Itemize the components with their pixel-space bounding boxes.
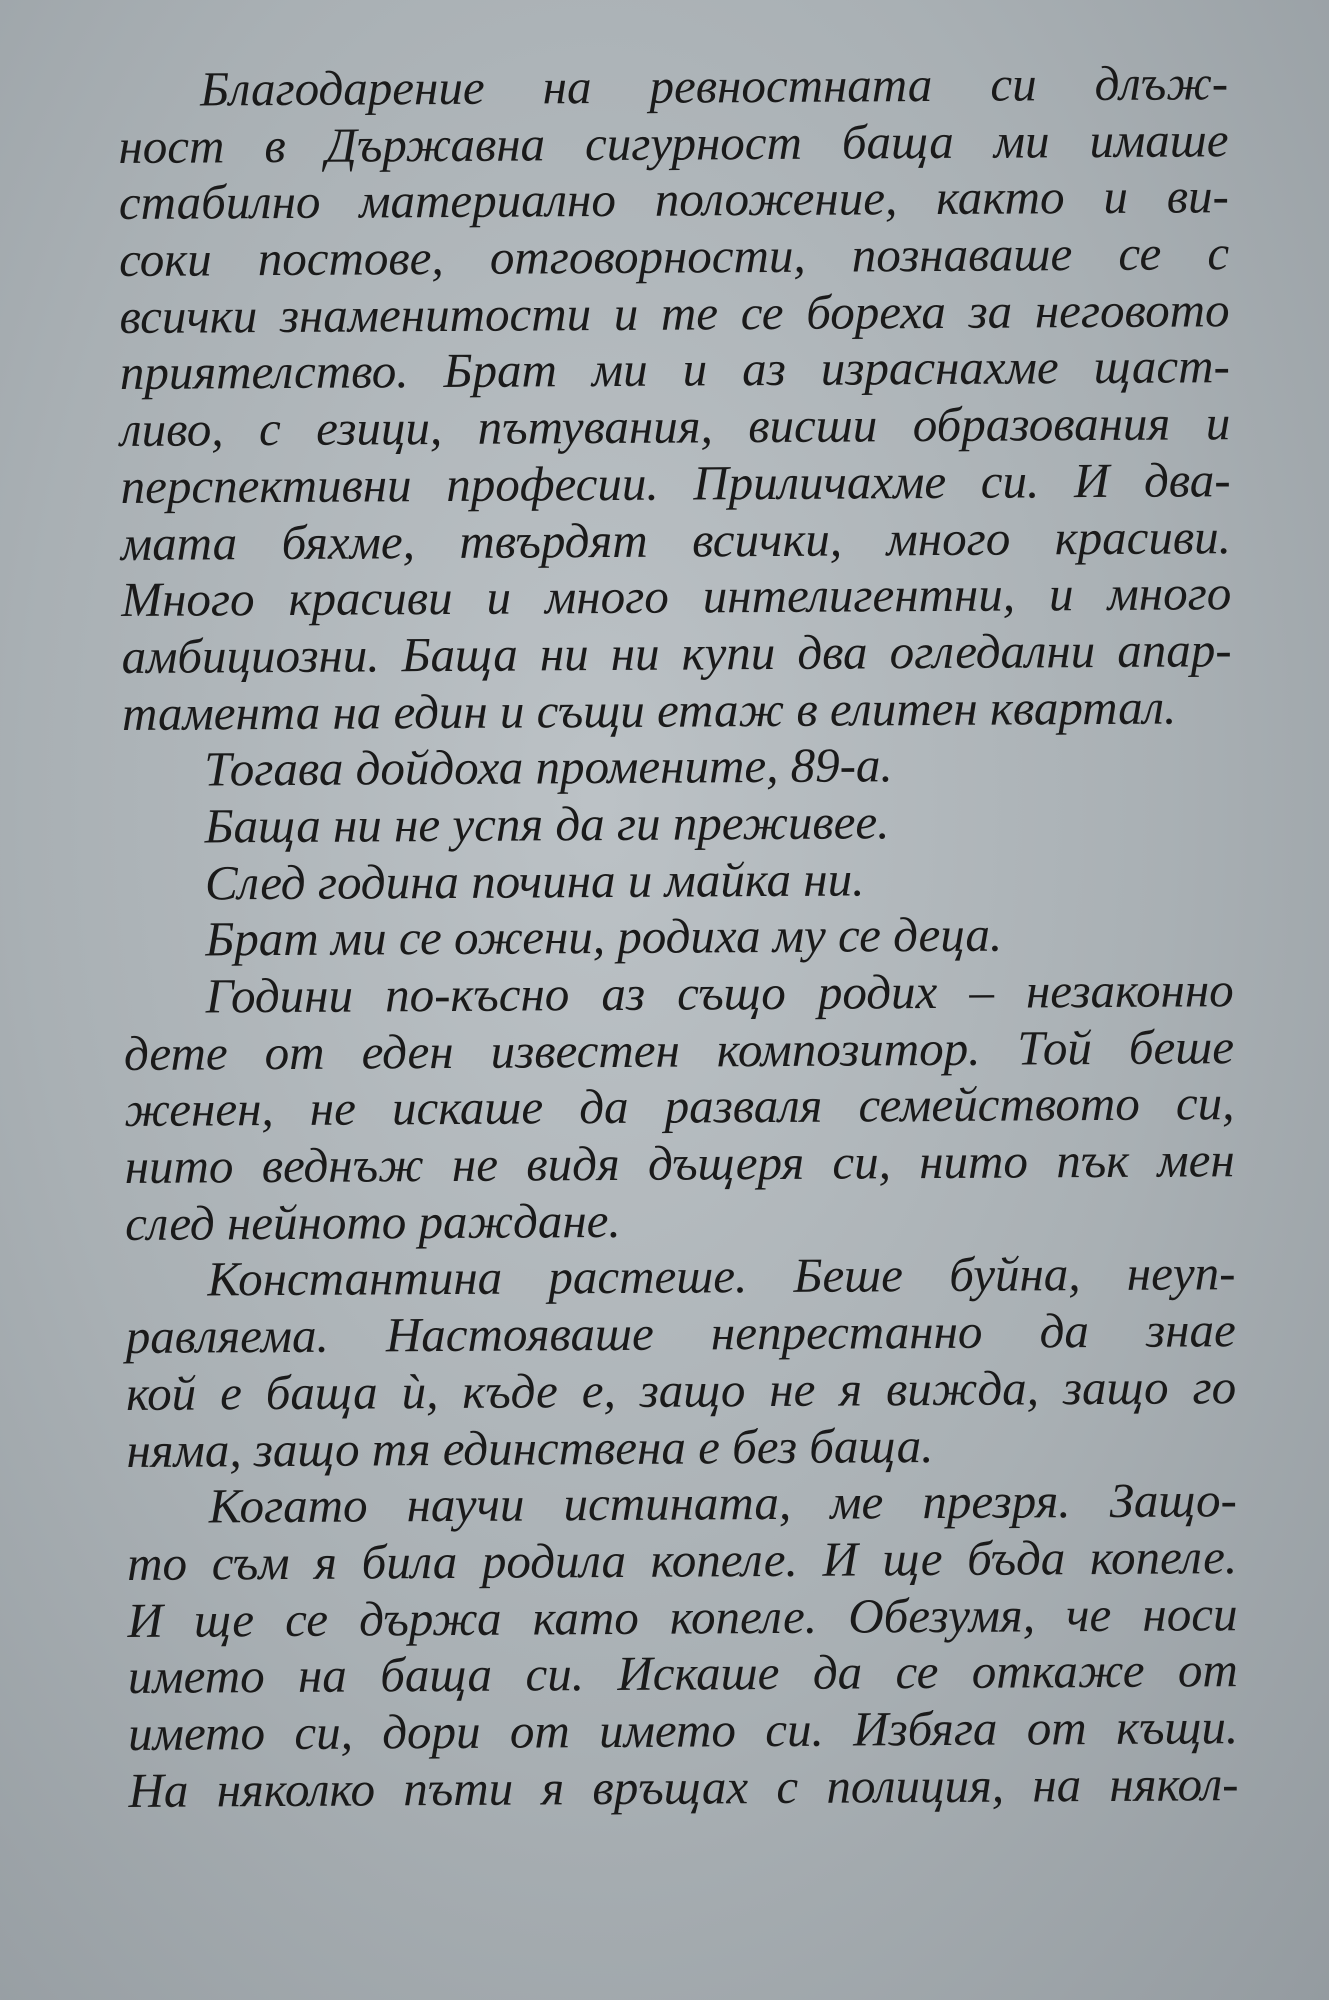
- text-line: ност в Държавна сигурност баща ми имаше: [118, 111, 1229, 174]
- text-line: тамента на един и същи етаж в елитен квартал.: [121, 679, 1177, 741]
- text-line: приятелство. Брат ми и аз израснахме щаст-: [119, 338, 1231, 401]
- text-line: Когато научи истината, ме презря. Защо-: [208, 1472, 1237, 1534]
- text-line: женен, не искаше да разваля семейството си,: [124, 1075, 1235, 1138]
- text-line: Константина растеше. Беше буйна, неуп-: [207, 1245, 1236, 1307]
- text-line: Брат ми се ожени, родиха му се деца.: [205, 906, 1003, 967]
- text-line: амбициозни. Баща ни ни купи два огледални апар-: [121, 622, 1232, 684]
- text-line: Много красиви и много интелигентни, и много: [121, 565, 1232, 628]
- text-line: дете от еден известен композитор. Той беше: [123, 1018, 1235, 1081]
- text-line: всички знаменитости и те се бореха за неговото: [119, 281, 1230, 344]
- text-line: Благодарение на ревностната си длъж-: [199, 55, 1229, 117]
- text-line: нито веднъж не видя дъщеря си, нито пък мен: [124, 1132, 1235, 1195]
- text-line: името на баща си. Искаше да се откаже от: [127, 1642, 1239, 1705]
- text-line: след нейното раждане.: [124, 1192, 621, 1251]
- text-line: името си, дори от името си. Избяга от къщи.: [128, 1699, 1239, 1761]
- text-line: Баща ни не успя да ги преживее.: [204, 794, 890, 854]
- text-line: няма, защо тя единствена е без баща.: [126, 1417, 934, 1478]
- text-line: перспективни професии. Приличахме си. И два-: [120, 452, 1231, 514]
- text-line: соки постове, отговорности, познаваше се с: [119, 225, 1230, 288]
- text-line: стабилно материално положение, както и ви-: [118, 168, 1230, 231]
- text-line: Тогава дойдоха промените, 89-а.: [204, 737, 893, 797]
- text-line: На няколко пъти я връщах с полиция, на някол-: [128, 1755, 1239, 1818]
- text-line: то съм я била родила копеле. И ще бъда копеле.: [127, 1529, 1238, 1591]
- text-line: ливо, с езици, пътувания, висши образования и: [120, 395, 1231, 458]
- body-text: [118, 55, 1239, 1819]
- text-line: Години по-късно аз също родих – незаконно: [205, 962, 1234, 1024]
- text-line: кой е баща ѝ, къде е, защо не я вижда, защо го: [125, 1359, 1237, 1421]
- text-line: равляема. Настояваше непрестанно да знае: [125, 1302, 1236, 1365]
- text-line: И ще се държа като копеле. Обезумя, че носи: [127, 1585, 1238, 1648]
- text-line: мата бяхме, твърдят всички, много красиви.: [120, 508, 1232, 571]
- text-line: След година почина и майка ни.: [204, 851, 865, 911]
